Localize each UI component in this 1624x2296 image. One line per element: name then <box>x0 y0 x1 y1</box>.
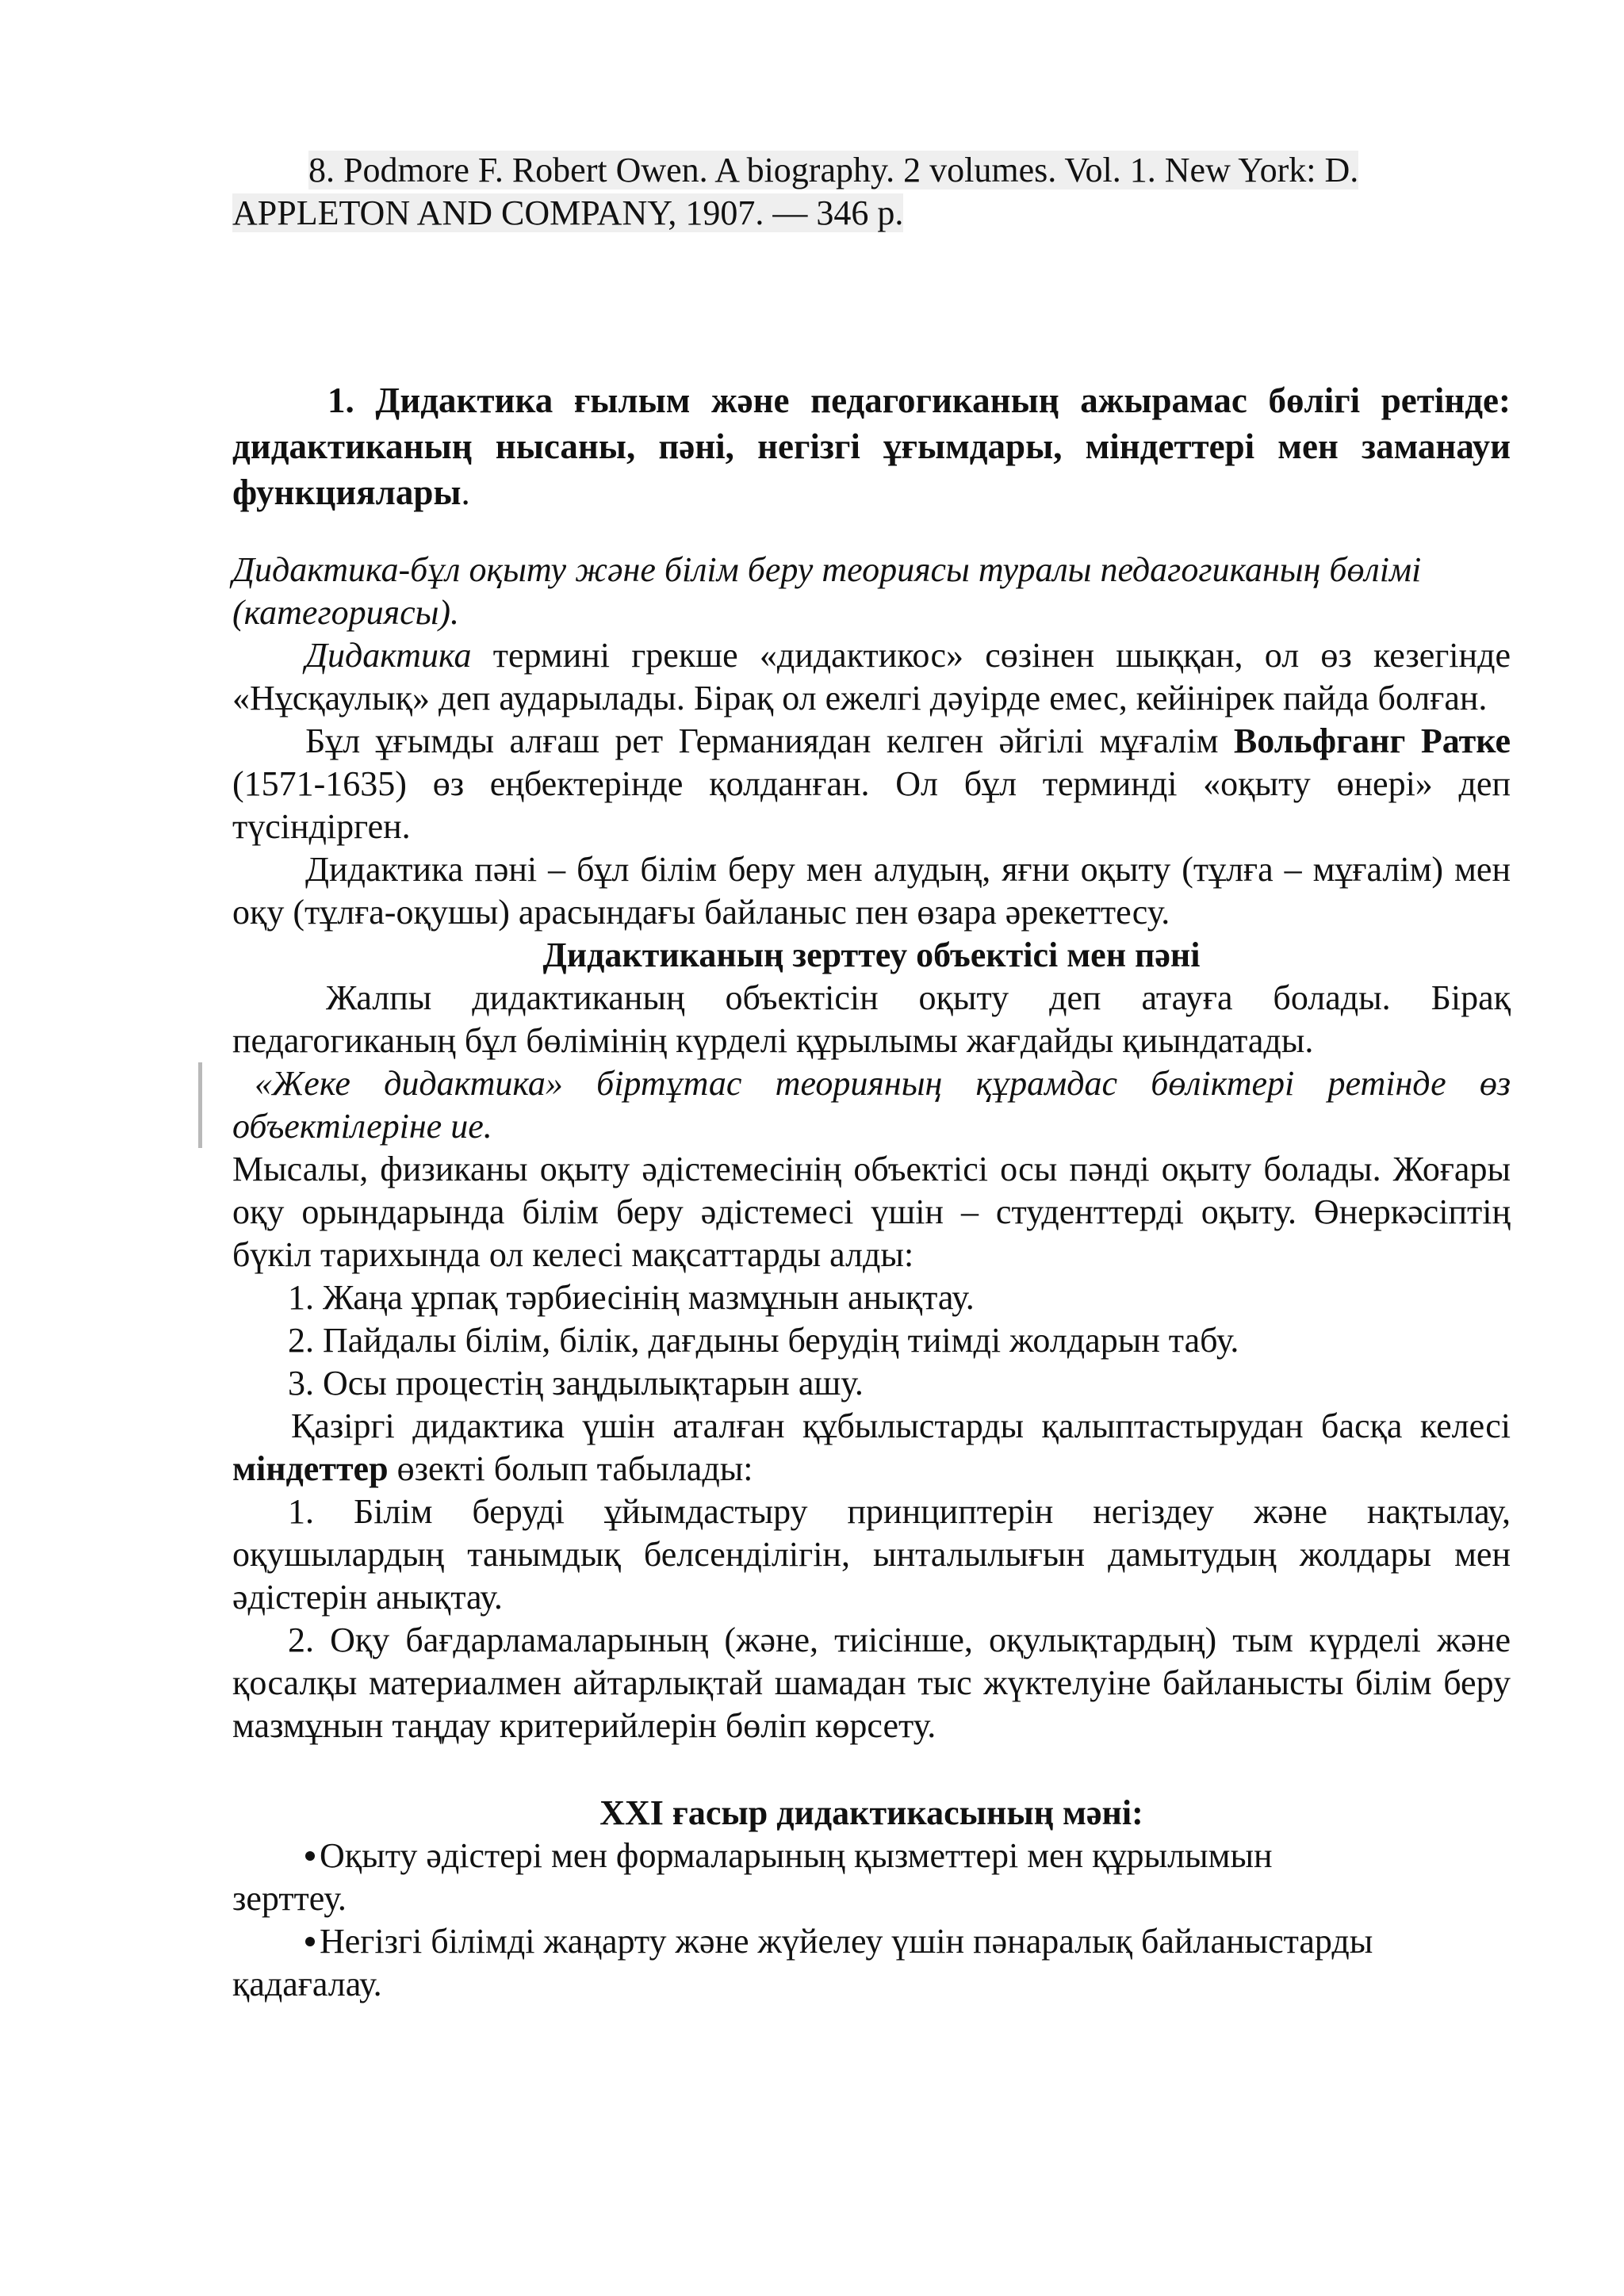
goal-item-1: 1. Жаңа ұрпақ тәрбиесінің мазмұнын анықтау. <box>288 1278 975 1317</box>
tasks-post: өзекті болып табылады: <box>388 1449 753 1488</box>
bullet-2-first: Негізгі білімді жаңарту және жүйелеу үшін пәнаралық байланыстарды <box>320 1922 1373 1961</box>
term-word: Дидактика <box>305 636 472 675</box>
bullet-dot-icon <box>305 1937 315 1946</box>
tasks-paragraph <box>232 1405 1511 1490</box>
ratke-pre: Бұл ұғымды алғаш рет Германиядан келген әйгілі мұғалім <box>305 721 1234 760</box>
subject-paragraph: Дидактика пәні – бұл білім беру мен алудың, яғни оқыту (тұлға – мұғалім) мен оқу (тұлға-оқушы) арасындағы байланыс пен өзара әрекеттесу. <box>232 850 1511 932</box>
quote-bar <box>198 1062 202 1148</box>
reference-line-2: APPLETON AND COMPANY, 1907. — 346 p. <box>232 193 904 232</box>
section-heading-text: 1. Дидактика ғылым және педагогиканың ажырамас бөлігі ретінде: дидактиканың нысаны, пәні, негізгі ұғымдары, міндеттері мен заманауи функциялары <box>232 381 1511 512</box>
ratke-post: (1571-1635) өз еңбектерінде қолданған. Ол бұл терминді «оқыту өнері» деп түсіндірген. <box>232 764 1511 846</box>
bullet-item-2-cont: қадағалау. <box>232 1965 382 2003</box>
bullet-1-first: Оқыту әдістері мен формаларының қызметтері мен құрылымын <box>320 1836 1273 1875</box>
bullet-item-1-cont: зерттеу. <box>232 1879 347 1918</box>
object-paragraph: Жалпы дидактиканың объектісін оқыту деп атауға болады. Бірақ педагогиканың бұл бөлімінің күрделі құрылымы жағдайды қиындатады. <box>232 978 1511 1060</box>
reference-entry <box>232 149 1511 235</box>
goal-item-2: 2. Пайдалы білім, білік, дағдыны берудің тиімді жолдарын табу. <box>288 1321 1239 1360</box>
bullet-dot-icon <box>305 1851 315 1861</box>
private-didactics-paragraph <box>232 1062 1511 1148</box>
term-paragraph <box>232 634 1511 720</box>
term-rest: термині грекше «дидактикос» сөзінен шыққан, ол өз кезегінде «Нұсқаулық» деп аударылады. Бірақ ол ежелгі дәуірде емес, кейінірек пайда болған. <box>232 636 1511 718</box>
task-item-1: 1. Білім беруді ұйымдастыру принциптерін негіздеу және нақтылау, оқушылардың танымдық белсенділігін, ынталылығын дамытудың жолдары мен әдістерін анықтау. <box>232 1492 1511 1617</box>
meaning-subheading: XXI ғасыр дидактикасының мәні: <box>599 1793 1143 1832</box>
bullet-item-1 <box>232 1835 1511 1877</box>
definition-paragraph: Дидактика-бұл оқыту және білім беру теориясы туралы педагогиканың бөлімі (категориясы). <box>232 550 1422 632</box>
tasks-bold: міндеттер <box>232 1449 389 1488</box>
ratke-name: Вольфганг Ратке <box>1233 721 1511 760</box>
tasks-pre: Қазіргі дидактика үшін аталған құбылыстарды қалыптастырудан басқа келесі <box>291 1406 1511 1445</box>
section-heading-tail: . <box>461 473 470 512</box>
reference-line-1: 8. Podmore F. Robert Owen. A biography. 2 volumes. Vol. 1. New York: D. <box>308 151 1359 189</box>
task-item-2: 2. Оқу бағдарламаларының (және, тиісінше, оқулықтардың) тым күрделі және қосалқы материалмен айтарлықтай шамадан тыс жүктелуіне байланысты білім беру мазмұнын таңдау критерийлерін бөліп көрсету. <box>232 1621 1511 1745</box>
example-paragraph: Мысалы, физиканы оқыту әдістемесінің объектісі осы пәнді оқыту болады. Жоғары оқу орындарында білім беру әдістемесі үшін – студенттерді оқыту. Өнеркәсіптің бүкіл тарихында ол келесі мақсаттарды алды: <box>232 1150 1511 1274</box>
object-subheading: Дидактиканың зерттеу объектісі мен пәні <box>542 936 1201 974</box>
bullet-item-2 <box>232 1920 1511 1963</box>
section-heading <box>232 377 1511 515</box>
goal-item-3: 3. Осы процестің заңдылықтарын ашу. <box>288 1364 864 1402</box>
ratke-paragraph <box>232 720 1511 848</box>
spacer <box>232 1747 1511 1792</box>
document-page <box>232 149 1511 2006</box>
private-didactics-text: «Жеке дидактика» біртұтас теорияның құрамдас бөліктері ретінде өз объектілеріне ие. <box>232 1064 1511 1146</box>
